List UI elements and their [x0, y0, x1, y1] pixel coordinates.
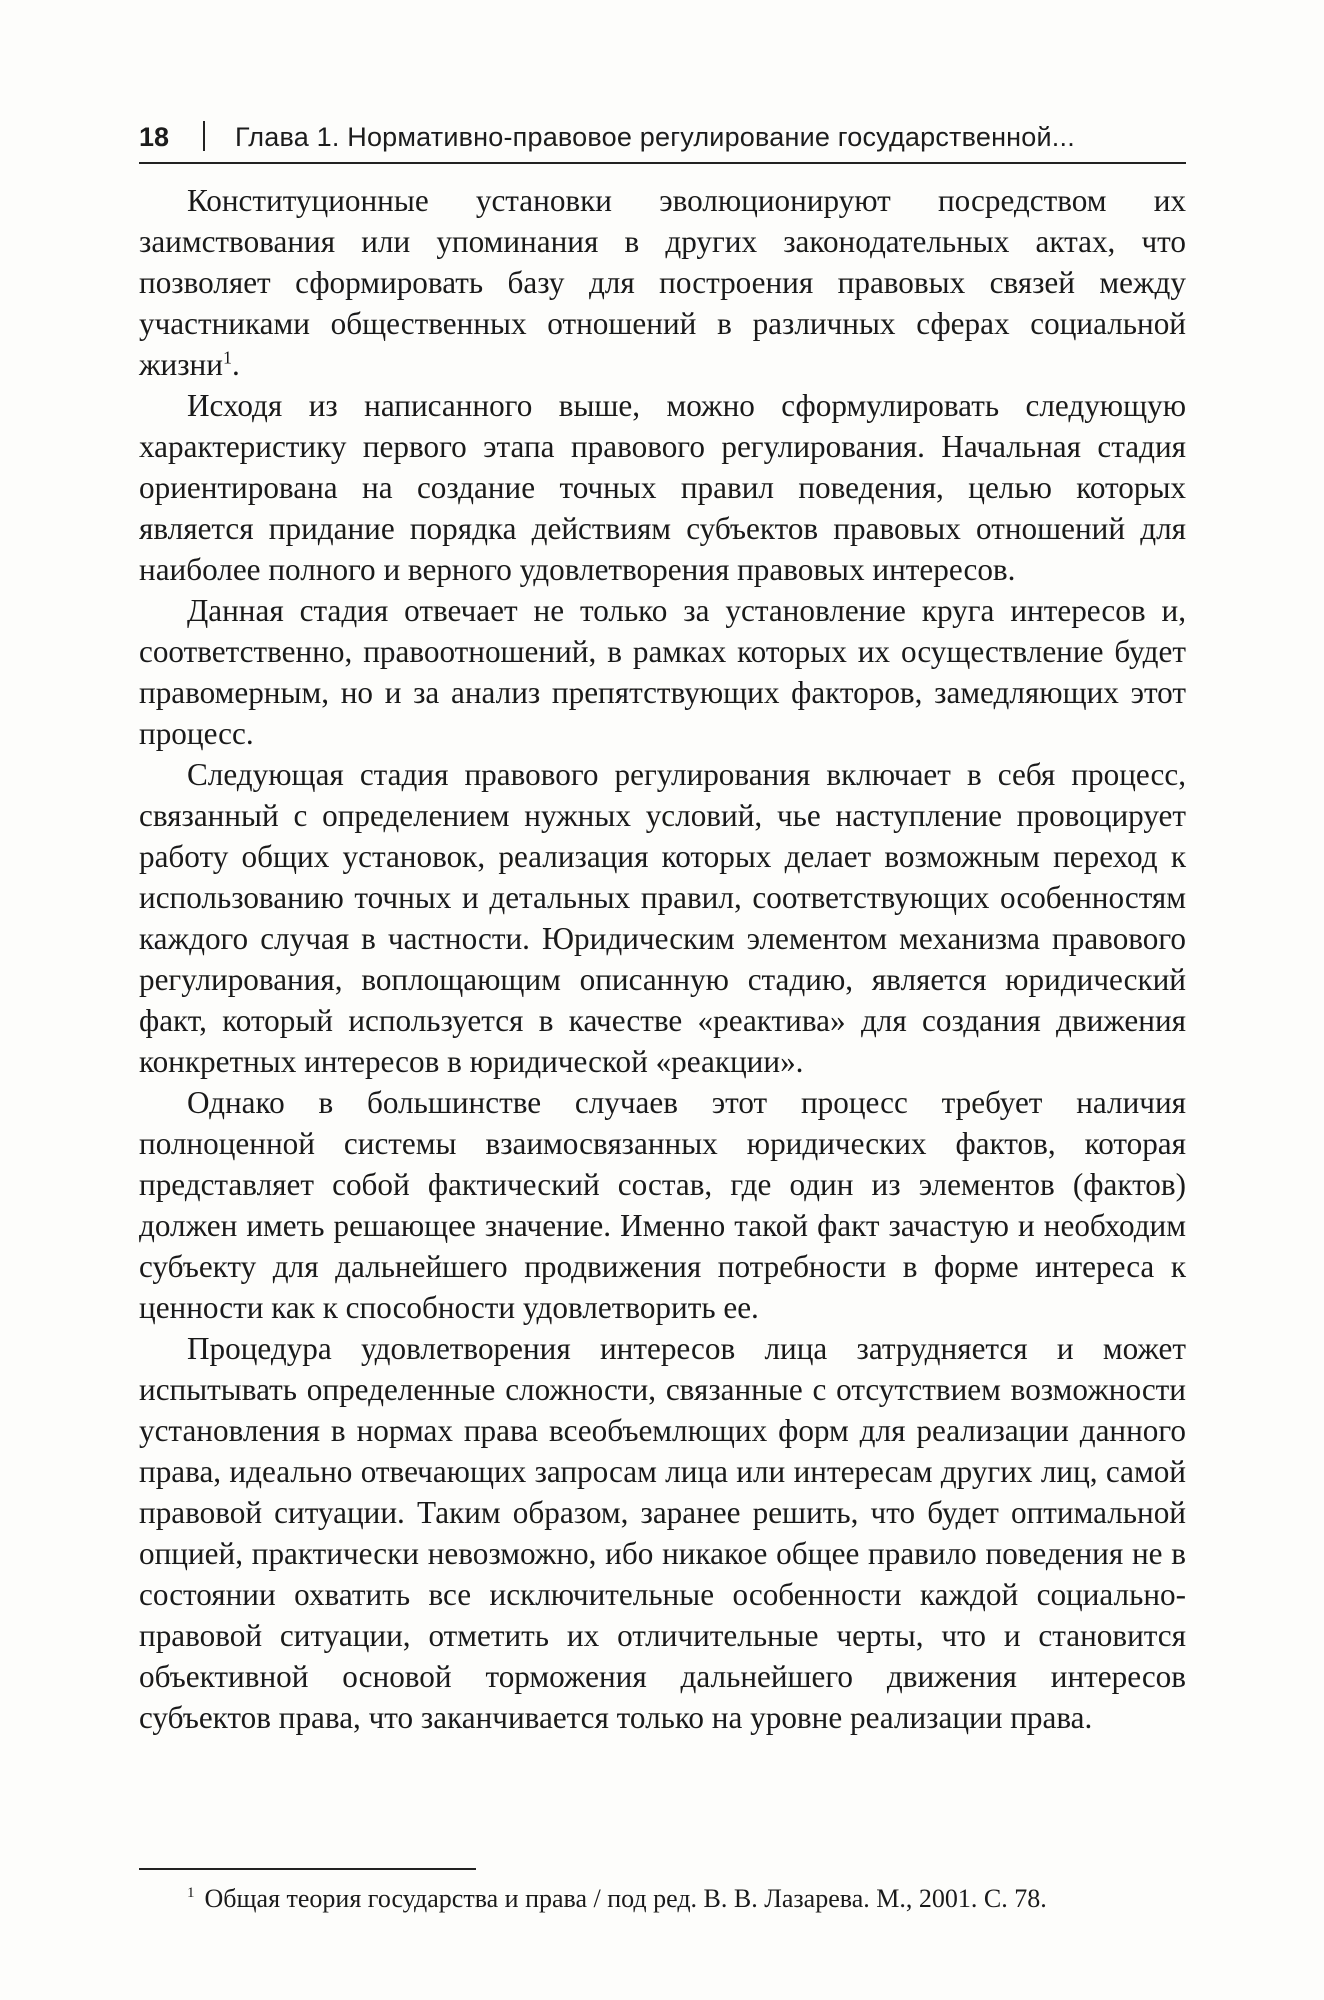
paragraph-text: Конституционные установки эволюционируют посредством их заимствования или упоминания в других законодательных актах, что позволяет сформировать базу для построения правовых связей между участниками общественных отношений в различных сферах социальной жизни [139, 183, 1186, 382]
paragraph: Данная стадия отвечает не только за установление круга интересов и, соответственно, правоотношений, в рамках которых их осуществление будет правомерным, но и за анализ препятствующих факторов, замедляющих этот процесс. [139, 593, 1186, 751]
chapter-title: Глава 1. Нормативно-правовое регулирование государственной... [235, 122, 1075, 152]
header-separator [203, 121, 205, 151]
footnote-text: Общая теория государства и права / под ред. В. В. Лазарева. М., 2001. С. 78. [204, 1884, 1047, 1913]
paragraph-tail: . [231, 347, 240, 382]
footnote [139, 1882, 1186, 1916]
paragraph: Процедура удовлетворения интересов лица затрудняется и может испытывать определенные сложности, связанные с отсутствием возможности установления в нормах права всеобъемлющих форм для реализации данного права, идеально отвечающих запросам лица или интересам других лиц, самой правовой ситуации. Таким образом, заранее решить, что будет оптимальной опцией, практически невозможно, ибо никакое общее правило поведения не в состоянии охватить все исключительные особенности каждой социально-правовой ситуации, отметить их отличительные черты, что и становится объективной основой торможения дальнейшего движения интересов субъектов права, что заканчивается только на уровне реализации права. [139, 1331, 1186, 1735]
footnote-marker: 1 [187, 1885, 195, 1902]
paragraph: Однако в большинстве случаев этот процесс требует наличия полноценной системы взаимосвязанных юридических фактов, которая представляет собой фактический состав, где один из элементов (фактов) должен иметь решающее значение. Именно такой факт зачастую и необходим субъекту для дальнейшего продвижения потребности в форме интереса к ценности как к способности удовлетворить ее. [139, 1085, 1186, 1325]
running-header [139, 112, 1186, 164]
footnote-reference: 1 [222, 347, 232, 368]
footnote-divider [139, 1868, 476, 1870]
paragraph: Следующая стадия правового регулирования включает в себя процесс, связанный с определением нужных условий, чье наступление провоцирует работу общих установок, реализация которых делает возможным переход к использованию точных и детальных правил, соответствующих особенностям каждого случая в частности. Юридическим элементом механизма правового регулирования, воплощающим описанную стадию, является юридический факт, который используется в качестве «реактива» для создания движения конкретных интересов в юридической «реакции». [139, 757, 1186, 1079]
paragraph: Исходя из написанного выше, можно сформулировать следующую характеристику первого этапа правового регулирования. Начальная стадия ориентирована на создание точных правил поведения, целью которых является придание порядка действиям субъектов правовых отношений для наиболее полного и верного удовлетворения правовых интересов. [139, 388, 1186, 587]
main-text [139, 180, 1186, 1738]
paragraph [139, 180, 1186, 385]
page-number: 18 [139, 122, 170, 152]
